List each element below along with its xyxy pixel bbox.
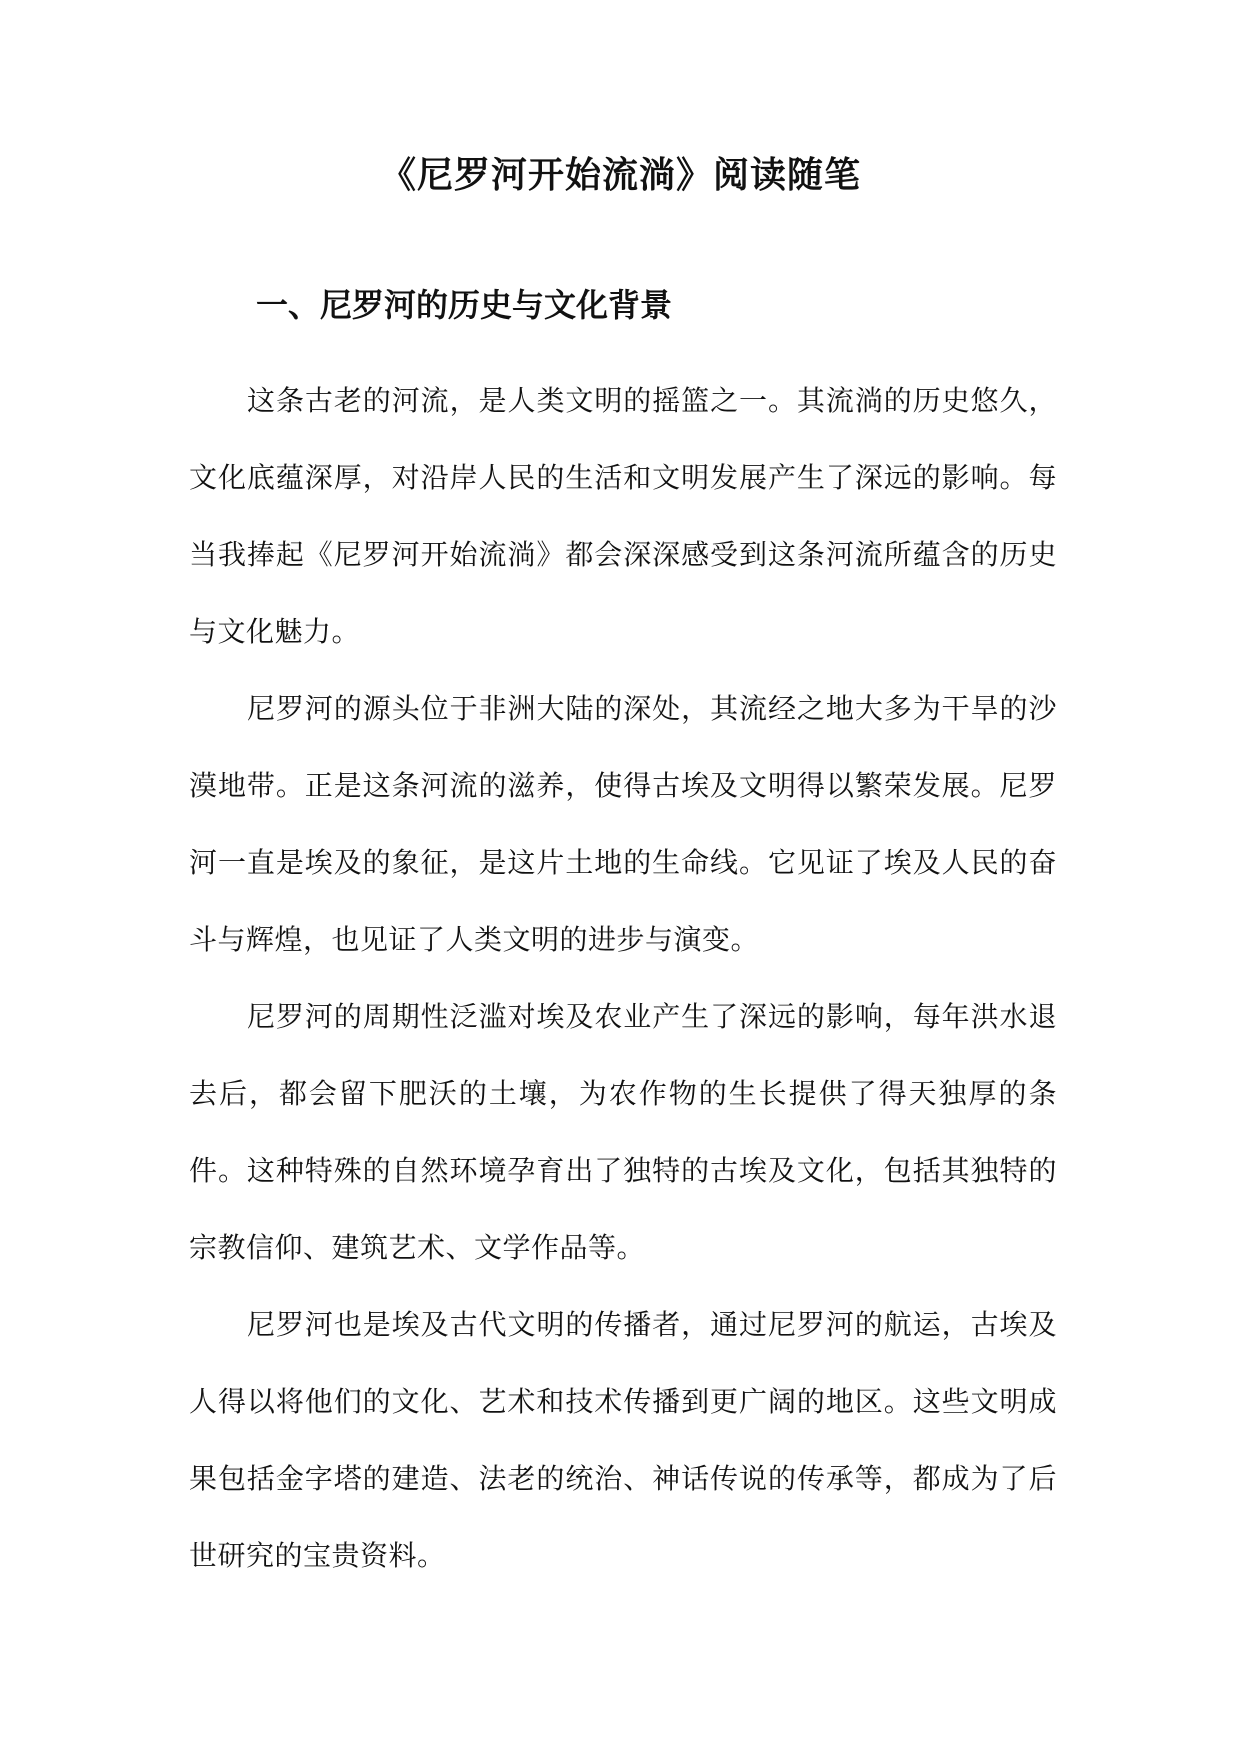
body-text xyxy=(189,362,1057,1594)
document-title: 《尼罗河开始流淌》阅读随笔 xyxy=(379,155,861,196)
paragraph-2: 尼罗河的源头位于非洲大陆的深处，其流经之地大多为干旱的沙漠地带。正是这条河流的滋养，使得古埃及文明得以繁荣发展。尼罗河一直是埃及的象征，是这片土地的生命线。它见证了埃及人民的奋斗与辉煌，也见证了人类文明的进步与演变。 xyxy=(189,692,1057,956)
section-heading: 一、尼罗河的历史与文化背景 xyxy=(256,286,673,324)
paragraph-1: 这条古老的河流，是人类文明的摇篮之一。其流淌的历史悠久，文化底蕴深厚，对沿岸人民的生活和文明发展产生了深远的影响。每当我捧起《尼罗河开始流淌》都会深深感受到这条河流所蕴含的历史与文化魅力。 xyxy=(189,384,1057,648)
paragraph-3: 尼罗河的周期性泛滥对埃及农业产生了深远的影响，每年洪水退去后，都会留下肥沃的土壤，为农作物的生长提供了得天独厚的条件。这种特殊的自然环境孕育出了独特的古埃及文化，包括其独特的宗教信仰、建筑艺术、文学作品等。 xyxy=(189,1000,1057,1264)
paragraph-4: 尼罗河也是埃及古代文明的传播者，通过尼罗河的航运，古埃及人得以将他们的文化、艺术和技术传播到更广阔的地区。这些文明成果包括金字塔的建造、法老的统治、神话传说的传承等，都成为了后世研究的宝贵资料。 xyxy=(189,1308,1057,1572)
